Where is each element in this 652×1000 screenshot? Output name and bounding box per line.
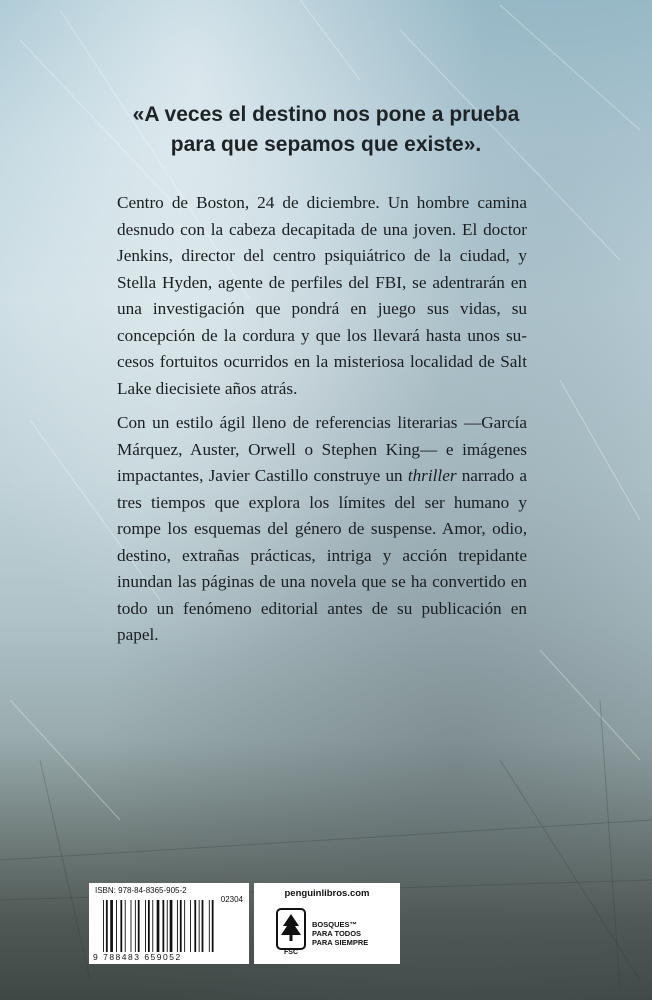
barcode-bars <box>103 900 243 952</box>
fsc-tree-icon <box>276 908 306 952</box>
isbn-label: ISBN: 978-84-8365-905-2 <box>95 886 187 895</box>
italic-term: thriller <box>407 466 457 485</box>
synopsis-paragraph-2: Con un estilo ágil lleno de referencias literarias —García Márquez, Auster, Orwell o Stephen King— e imágenes impactantes, Javier Castillo construye un thriller narrado a tres tiempos que explora los límites del ser humano y rompe los esquemas del género de suspense. Amor, odio, destino, extrañas prácticas, intriga y acción trepidante inundan las páginas de una novela que se ha convertido en todo un fenómeno editorial antes de su publicación en papel. <box>117 413 527 644</box>
fsc-label: FSC <box>284 949 298 956</box>
publisher-panel <box>254 883 400 964</box>
barcode-panel <box>89 883 249 964</box>
price-code: 02304 <box>220 895 243 904</box>
synopsis-paragraph-1: Centro de Boston, 24 de diciembre. Un hombre camina desnudo con la cabeza decapitada de una joven. El doctor Jenkins, director del centro psiquiátrico de la ciudad, y Stella Hyden, agente de perfiles del FBI, se adentrarán en una investigación que pondrá en juego sus vidas, su concepción de la cordura y que los llevará hasta unos sucesos fortuitos ocurridos en la misteriosa localidad de Salt Lake diecisiete años atrás. <box>117 193 527 398</box>
publisher-url: penguinlibros.com <box>284 888 370 899</box>
barcode-number: 9 788483 659052 <box>93 952 182 962</box>
pull-quote: «A veces el destino nos pone a prueba para que sepamos que existe». <box>132 103 520 156</box>
fsc-slogan: BOSQUES™ PARA TODOS PARA SIEMPRE <box>312 920 369 947</box>
synopsis <box>117 190 527 657</box>
